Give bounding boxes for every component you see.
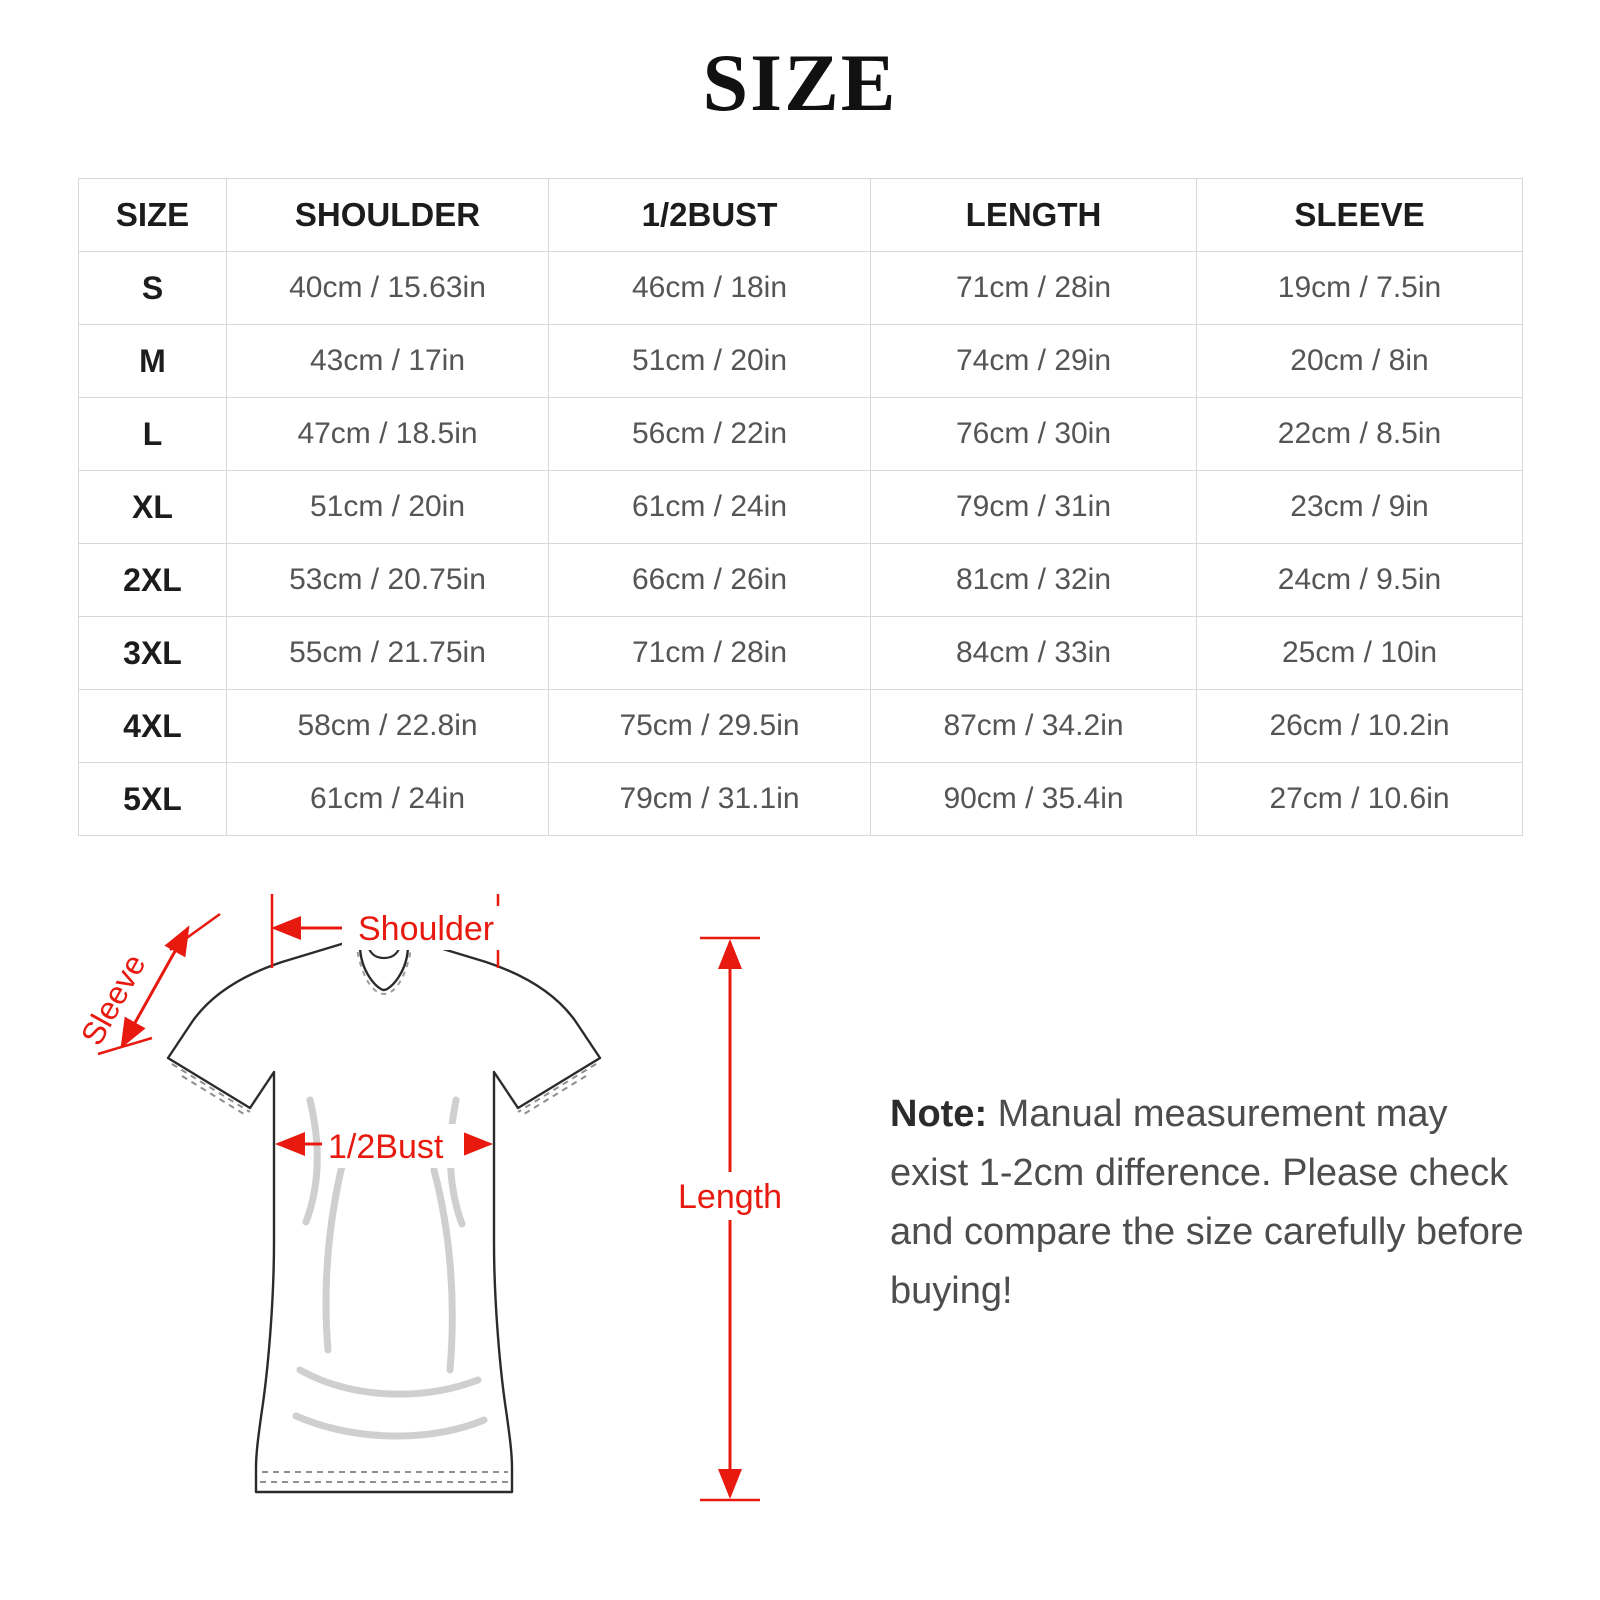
table-row <box>79 252 1523 325</box>
cell-shoulder: 43cm / 17in <box>227 325 549 398</box>
cell-sleeve: 19cm / 7.5in <box>1197 252 1523 325</box>
cell-size: XL <box>79 471 227 544</box>
table-row <box>79 763 1523 836</box>
cell-size: L <box>79 398 227 471</box>
cell-length: 74cm / 29in <box>871 325 1197 398</box>
cell-bust: 79cm / 31.1in <box>549 763 871 836</box>
cell-sleeve: 27cm / 10.6in <box>1197 763 1523 836</box>
cell-sleeve: 22cm / 8.5in <box>1197 398 1523 471</box>
cell-length: 79cm / 31in <box>871 471 1197 544</box>
cell-shoulder: 55cm / 21.75in <box>227 617 549 690</box>
sleeve-label: Sleeve <box>73 948 153 1052</box>
column-header-shoulder: SHOULDER <box>227 179 549 252</box>
cell-size: 4XL <box>79 690 227 763</box>
table-header-row <box>79 179 1523 252</box>
cell-shoulder: 53cm / 20.75in <box>227 544 549 617</box>
cell-bust: 61cm / 24in <box>549 471 871 544</box>
cell-length: 81cm / 32in <box>871 544 1197 617</box>
cell-bust: 51cm / 20in <box>549 325 871 398</box>
cell-size: 2XL <box>79 544 227 617</box>
note-text: Manual measurement may exist 1-2cm difference. Please check and compare the size carefully before buying! <box>890 1093 1524 1312</box>
page-title: SIZE <box>702 37 898 128</box>
cell-bust: 75cm / 29.5in <box>549 690 871 763</box>
cell-bust: 56cm / 22in <box>549 398 871 471</box>
cell-length: 90cm / 35.4in <box>871 763 1197 836</box>
column-header-length: LENGTH <box>871 179 1197 252</box>
column-header-bust: 1/2BUST <box>549 179 871 252</box>
cell-sleeve: 24cm / 9.5in <box>1197 544 1523 617</box>
cell-length: 84cm / 33in <box>871 617 1197 690</box>
table-row <box>79 325 1523 398</box>
cell-sleeve: 23cm / 9in <box>1197 471 1523 544</box>
cell-size: 5XL <box>79 763 227 836</box>
table-row <box>79 398 1523 471</box>
length-dimension <box>672 938 790 1500</box>
cell-shoulder: 58cm / 22.8in <box>227 690 549 763</box>
note-block <box>890 1085 1530 1321</box>
column-header-size: SIZE <box>79 179 227 252</box>
length-label: Length <box>678 1178 782 1216</box>
cell-length: 76cm / 30in <box>871 398 1197 471</box>
cell-shoulder: 40cm / 15.63in <box>227 252 549 325</box>
cell-length: 87cm / 34.2in <box>871 690 1197 763</box>
cell-size: 3XL <box>79 617 227 690</box>
cell-bust: 46cm / 18in <box>549 252 871 325</box>
table-row <box>79 544 1523 617</box>
shoulder-label: Shoulder <box>358 910 495 948</box>
table-row <box>79 471 1523 544</box>
tshirt-illustration <box>168 936 600 1492</box>
cell-sleeve: 25cm / 10in <box>1197 617 1523 690</box>
cell-shoulder: 51cm / 20in <box>227 471 549 544</box>
column-header-sleeve: SLEEVE <box>1197 179 1523 252</box>
cell-sleeve: 26cm / 10.2in <box>1197 690 1523 763</box>
cell-sleeve: 20cm / 8in <box>1197 325 1523 398</box>
table-row <box>79 690 1523 763</box>
cell-shoulder: 47cm / 18.5in <box>227 398 549 471</box>
cell-size: M <box>79 325 227 398</box>
cell-size: S <box>79 252 227 325</box>
cell-bust: 71cm / 28in <box>549 617 871 690</box>
cell-length: 71cm / 28in <box>871 252 1197 325</box>
cell-shoulder: 61cm / 24in <box>227 763 549 836</box>
cell-bust: 66cm / 26in <box>549 544 871 617</box>
bust-label: 1/2Bust <box>328 1128 444 1166</box>
tshirt-measurement-diagram <box>60 850 860 1570</box>
table-row <box>79 617 1523 690</box>
size-table <box>78 178 1523 836</box>
note-label: Note: <box>890 1093 988 1135</box>
